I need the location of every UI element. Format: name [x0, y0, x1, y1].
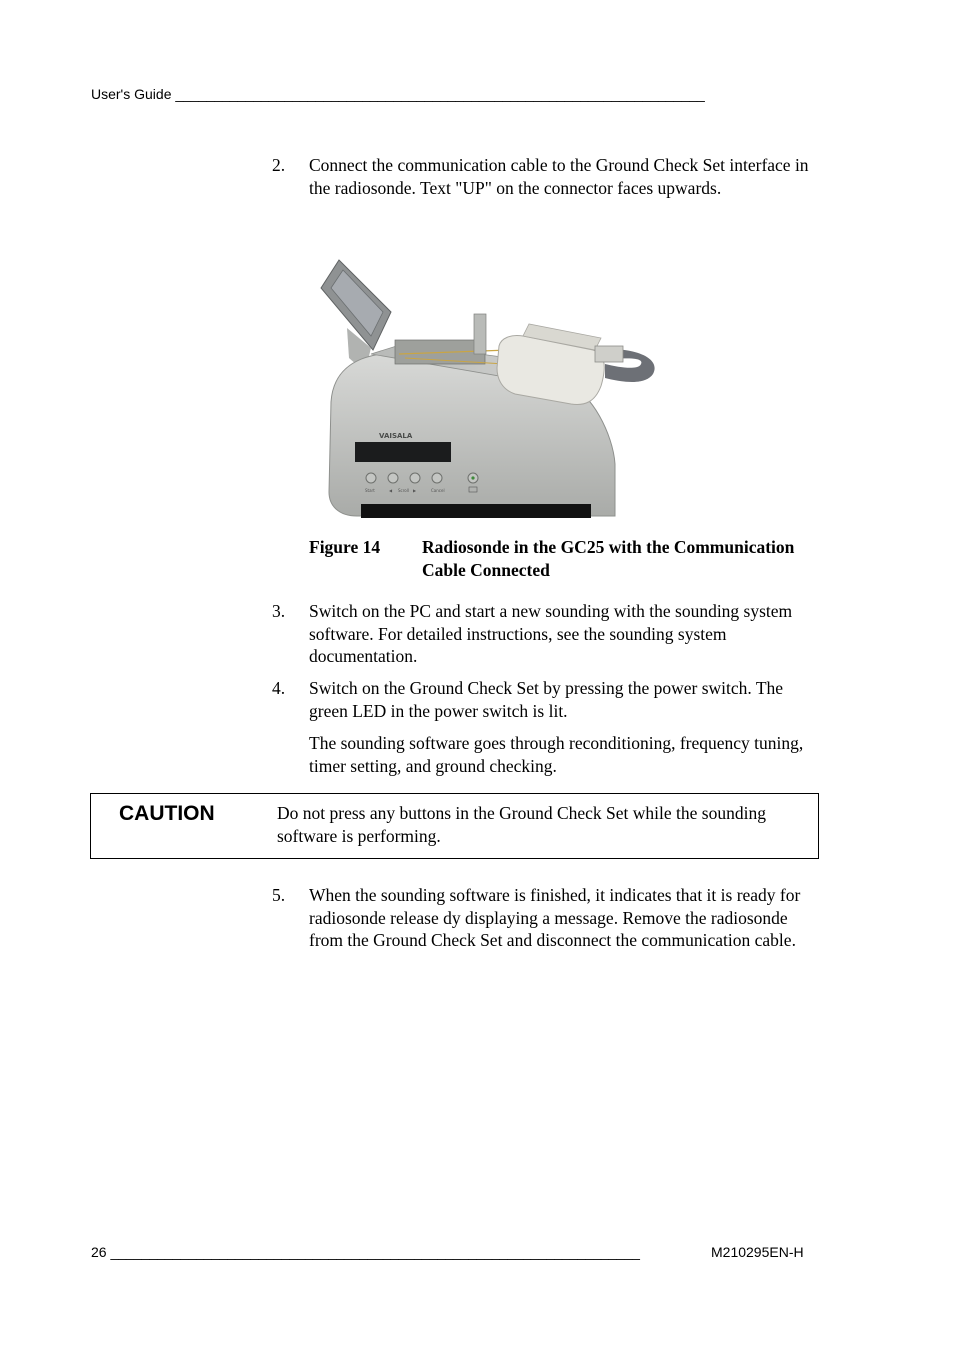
step-number: 2. [272, 155, 286, 175]
running-header: User's Guide ____________________________________________________________________ [91, 86, 705, 102]
caution-text: Do not press any buttons in the Ground Check Set while the sounding software is performing. [277, 803, 766, 846]
button-label-right: ▶ [413, 488, 417, 493]
figure-gc25-photo [309, 254, 659, 526]
brand-logo: VAISALA [379, 432, 413, 440]
figure-label: Figure 14 [309, 537, 381, 557]
caution-box [90, 793, 819, 859]
step-text: When the sounding software is finished, it indicates that it is ready for radiosonde release dy displaying a message. Remove the radiosonde from the Ground Check Set and disconnect the communication cable. [309, 885, 801, 950]
step-text: Switch on the Ground Check Set by pressing the power switch. The green LED in the power switch is lit. [309, 678, 784, 721]
step-text: Connect the communication cable to the Ground Check Set interface in the radiosonde. Text "UP" on the connector faces upwards. [309, 155, 809, 198]
step-number: 4. [272, 678, 286, 698]
step-text: Switch on the PC and start a new sounding with the sounding system software. For detailed instructions, see the sounding system documentation. [309, 601, 793, 666]
page-number-footer: 26 ____________________________________________________________________ [91, 1244, 640, 1260]
button-label-left: ◀ [389, 488, 393, 493]
button-label-scroll: Scroll [398, 488, 409, 493]
caution-label: CAUTION [119, 802, 215, 825]
button-label-start: Start [365, 488, 375, 493]
step-4-note: The sounding software goes through reconditioning, frequency tuning, timer setting, and ground checking. [309, 733, 804, 776]
step-number: 3. [272, 601, 286, 621]
figure-title: Radiosonde in the GC25 with the Communication Cable Connected [422, 537, 795, 580]
step-number: 5. [272, 885, 286, 905]
document-code: M210295EN-H [711, 1244, 804, 1260]
button-label-cancel: Cancel [431, 488, 445, 493]
